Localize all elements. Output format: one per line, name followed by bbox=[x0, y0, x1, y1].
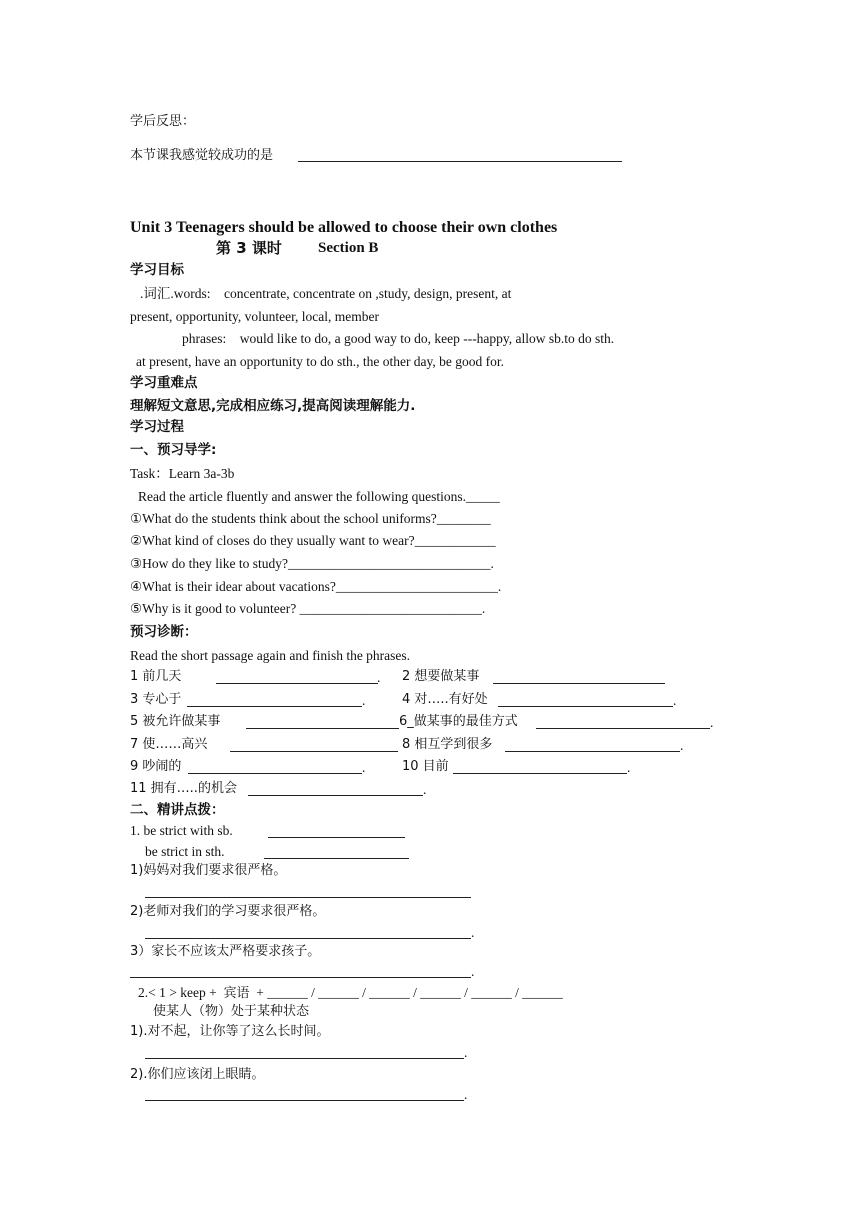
question-2: ②What kind of closes do they usually want to wear?____________ bbox=[130, 533, 496, 548]
answer-line[interactable] bbox=[298, 161, 622, 162]
phrase-blank-3[interactable] bbox=[187, 706, 362, 707]
phrase-blank-5[interactable] bbox=[246, 728, 399, 729]
period: . bbox=[680, 738, 684, 753]
phrase-item-7: 7 使……高兴 bbox=[130, 737, 208, 752]
phrase-item-5: 5 被允许做某事 bbox=[130, 714, 221, 729]
sentence-3: 3）家长不应该太严格要求孩子。 bbox=[130, 944, 321, 959]
phrase-item-10: 10 目前 bbox=[402, 759, 449, 774]
period: . bbox=[362, 760, 366, 775]
sentence-5: 2).你们应该闭上眼睛。 bbox=[130, 1067, 265, 1082]
reading-instruction: Read the article fluently and answer the following questions._____ bbox=[138, 489, 500, 504]
phrase-blank-9[interactable] bbox=[188, 773, 362, 774]
preview-heading: 一、预习导学: bbox=[130, 442, 217, 458]
period: . bbox=[710, 715, 714, 730]
question-4: ④What is their idear about vacations?________________________. bbox=[130, 579, 502, 594]
strict-in-blank[interactable] bbox=[264, 858, 409, 859]
success-prompt: 本节课我感觉较成功的是 bbox=[130, 148, 274, 163]
phrase-item-4: 4 对…..有好处 bbox=[402, 692, 488, 707]
period: . bbox=[627, 760, 631, 775]
phrase-blank-8[interactable] bbox=[505, 751, 680, 752]
translation-line-3[interactable] bbox=[130, 977, 471, 978]
phrases-line-1: phrases: would like to do, a good way to do, keep ---happy, allow sb.to do sth. bbox=[182, 331, 615, 346]
object-label: 宾语 bbox=[223, 986, 250, 1001]
translation-line-4[interactable] bbox=[145, 1058, 464, 1059]
explain-heading: 二、精讲点拨： bbox=[130, 802, 225, 818]
sentence-1: 1)妈妈对我们要求很严格。 bbox=[130, 863, 287, 878]
point-1-strict-with: 1. be strict with sb. bbox=[130, 823, 233, 838]
section-label: Section B bbox=[318, 240, 379, 256]
question-3: ③How do they like to study?______________________________. bbox=[130, 556, 494, 571]
phrase-item-8: 8 相互学到很多 bbox=[402, 737, 493, 752]
diagnosis-instruction: Read the short passage again and finish the phrases. bbox=[130, 648, 411, 663]
question-5: ⑤Why is it good to volunteer? ___________________________. bbox=[130, 601, 486, 616]
keep-blanks: + ______ / ______ / ______ / ______ / ______ / ______ bbox=[249, 985, 563, 1000]
phrase-item-2: 2 想要做某事 bbox=[402, 669, 480, 684]
period: . bbox=[471, 964, 475, 979]
period: . bbox=[464, 1087, 468, 1102]
phrase-blank-2[interactable] bbox=[493, 683, 665, 684]
phrase-blank-4[interactable] bbox=[498, 706, 673, 707]
phrase-item-9: 9 吵闹的 bbox=[130, 759, 182, 774]
phrase-blank-1[interactable] bbox=[216, 683, 378, 684]
keep-meaning: 使某人（物）处于某种状态 bbox=[153, 1004, 310, 1019]
key-points-heading: 学习重难点 bbox=[130, 375, 198, 391]
point-1-strict-in: be strict in sth. bbox=[145, 844, 225, 859]
period: . bbox=[673, 693, 677, 708]
reflection-label: 学后反思： bbox=[130, 114, 196, 129]
phrase-blank-7[interactable] bbox=[230, 751, 398, 752]
phrase-item-1: 1 前几天 bbox=[130, 669, 182, 684]
period: . bbox=[423, 782, 427, 797]
sentence-4: 1).对不起，让你等了这么长时间。 bbox=[130, 1024, 330, 1039]
period: . bbox=[471, 925, 475, 940]
phrase-item-3: 3 专心于 bbox=[130, 692, 182, 707]
period: . bbox=[362, 693, 366, 708]
words-line-2: present, opportunity, volunteer, local, member bbox=[130, 309, 380, 324]
period: . bbox=[464, 1045, 468, 1060]
period: . bbox=[377, 670, 381, 685]
phrase-blank-10[interactable] bbox=[453, 773, 627, 774]
task-line: Task：Learn 3a-3b bbox=[130, 466, 235, 481]
translation-line-5[interactable] bbox=[145, 1100, 464, 1101]
phrase-item-11: 11 拥有…..的机会 bbox=[130, 781, 237, 796]
phrase-blank-6[interactable] bbox=[536, 728, 710, 729]
strict-with-blank[interactable] bbox=[268, 837, 405, 838]
point-2-keep bbox=[138, 985, 563, 1002]
phrase-item-6: 6_做某事的最佳方式 bbox=[399, 714, 518, 729]
words-line-1: .词汇.words: concentrate, concentrate on ,study, design, present, at bbox=[140, 286, 512, 301]
phrase-blank-11[interactable] bbox=[248, 795, 423, 796]
key-points-text: 理解短文意思,完成相应练习,提高阅读理解能力. bbox=[130, 398, 416, 414]
goals-heading: 学习目标 bbox=[130, 262, 184, 278]
sentence-2: 2)老师对我们的学习要求很严格。 bbox=[130, 904, 326, 919]
question-1: ①What do the students think about the school uniforms?________ bbox=[130, 511, 491, 526]
keep-formula: 2.< 1 > keep + bbox=[138, 985, 224, 1000]
unit-title: Unit 3 Teenagers should be allowed to choose their own clothes bbox=[130, 219, 558, 236]
diagnosis-heading: 预习诊断： bbox=[130, 624, 198, 640]
process-heading: 学习过程 bbox=[130, 419, 184, 435]
phrases-line-2: at present, have an opportunity to do sth., the other day, be good for. bbox=[136, 354, 505, 369]
translation-line-1[interactable] bbox=[145, 897, 471, 898]
lesson-number: 第 3 课时 bbox=[216, 239, 282, 257]
translation-line-2[interactable] bbox=[145, 938, 471, 939]
